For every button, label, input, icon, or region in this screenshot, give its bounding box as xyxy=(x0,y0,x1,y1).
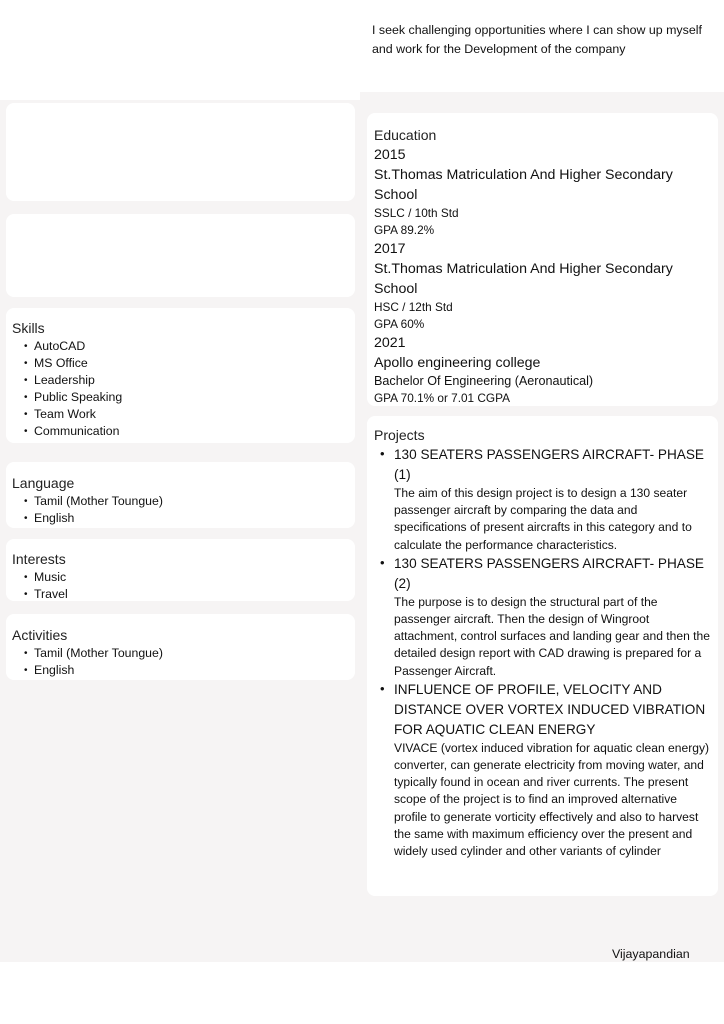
list-item: • English xyxy=(24,662,355,679)
list-item: • Tamil (Mother Toungue) xyxy=(24,645,355,662)
projects-card xyxy=(367,416,718,896)
education-entry xyxy=(374,145,712,239)
education-year: 2021 xyxy=(374,335,406,351)
project-item xyxy=(374,445,710,554)
project-item xyxy=(374,680,710,860)
education-entry xyxy=(374,333,712,407)
language-card xyxy=(6,462,355,528)
activities-title: Activities xyxy=(12,627,68,643)
skills-list xyxy=(12,338,355,440)
education-gpa: GPA 70.1% or 7.01 CGPA xyxy=(374,391,510,405)
projects-title: Projects xyxy=(374,427,425,443)
list-item: • MS Office xyxy=(24,355,355,372)
education-degree: HSC / 12th Std xyxy=(374,300,453,314)
language-title: Language xyxy=(12,475,75,491)
blank-card-1 xyxy=(6,103,355,201)
list-item: • Tamil (Mother Toungue) xyxy=(24,493,355,510)
education-year: 2017 xyxy=(374,241,406,257)
education-card xyxy=(367,113,718,406)
education-degree: SSLC / 10th Std xyxy=(374,206,459,220)
activities-card xyxy=(6,614,355,680)
education-gpa: GPA 60% xyxy=(374,317,425,331)
career-objective: I seek challenging opportunities where I can show up myself and work for the Development of the company xyxy=(372,23,702,56)
list-item: • Travel xyxy=(24,586,355,603)
project-title: 130 SEATERS PASSENGERS AIRCRAFT- PHASE (1) xyxy=(394,447,704,482)
education-degree: Bachelor Of Engineering (Aeronautical) xyxy=(374,374,594,388)
top-left-blank xyxy=(0,0,360,100)
interests-card xyxy=(6,539,355,601)
blank-card-2 xyxy=(6,214,355,297)
activities-list xyxy=(12,645,355,679)
education-school: Apollo engineering college xyxy=(374,355,541,371)
bullet-icon: • xyxy=(380,680,385,696)
project-description: The purpose is to design the structural part of the passenger aircraft. Then the design of Wingroot attachment, control surfaces and landing gear and then the detailed design report with CAD drawing is prepared for a Passenger Aircraft. xyxy=(394,594,710,678)
project-item xyxy=(374,554,710,680)
skills-card xyxy=(6,308,355,443)
project-description: VIVACE (vortex induced vibration for aquatic clean energy) converter, can generate electricity from moving water, and typically found in ocean and river currents. The present scope of the project is to find an improved alternative profile to generate vorticity effectively and also to harvest the same with maximum efficiency over the present and widely used cylinder and other variants of cylinder xyxy=(394,740,710,859)
education-gpa: GPA 89.2% xyxy=(374,223,435,237)
list-item: • Public Speaking xyxy=(24,389,355,406)
footer-name: Vijayapandian xyxy=(612,947,690,961)
education-school: St.Thomas Matriculation And Higher Secondary School xyxy=(374,261,673,297)
education-year: 2015 xyxy=(374,147,406,163)
list-item: • Team Work xyxy=(24,406,355,423)
education-school: St.Thomas Matriculation And Higher Secondary School xyxy=(374,167,673,203)
language-list xyxy=(12,493,355,527)
skills-title: Skills xyxy=(12,320,45,336)
list-item: • Music xyxy=(24,569,355,586)
bullet-icon: • xyxy=(380,446,385,461)
list-item: • English xyxy=(24,510,355,527)
education-entry xyxy=(374,239,712,333)
interests-list xyxy=(12,569,355,603)
education-title: Education xyxy=(374,127,437,143)
list-item: • Communication xyxy=(24,423,355,440)
list-item: • Leadership xyxy=(24,372,355,389)
project-title: INFLUENCE OF PROFILE, VELOCITY AND DISTANCE OVER VORTEX INDUCED VIBRATION FOR AQUATIC CLEAN ENERGY xyxy=(394,681,706,737)
interests-title: Interests xyxy=(12,551,66,567)
project-description: The aim of this design project is to design a 130 seater passenger aircraft by comparing the data and specifications of present aircrafts in this category and to calculate the performance characteristics. xyxy=(394,486,692,552)
bullet-icon: • xyxy=(380,554,385,570)
project-title: 130 SEATERS PASSENGERS AIRCRAFT- PHASE (2) xyxy=(394,555,704,591)
list-item: • AutoCAD xyxy=(24,338,355,355)
